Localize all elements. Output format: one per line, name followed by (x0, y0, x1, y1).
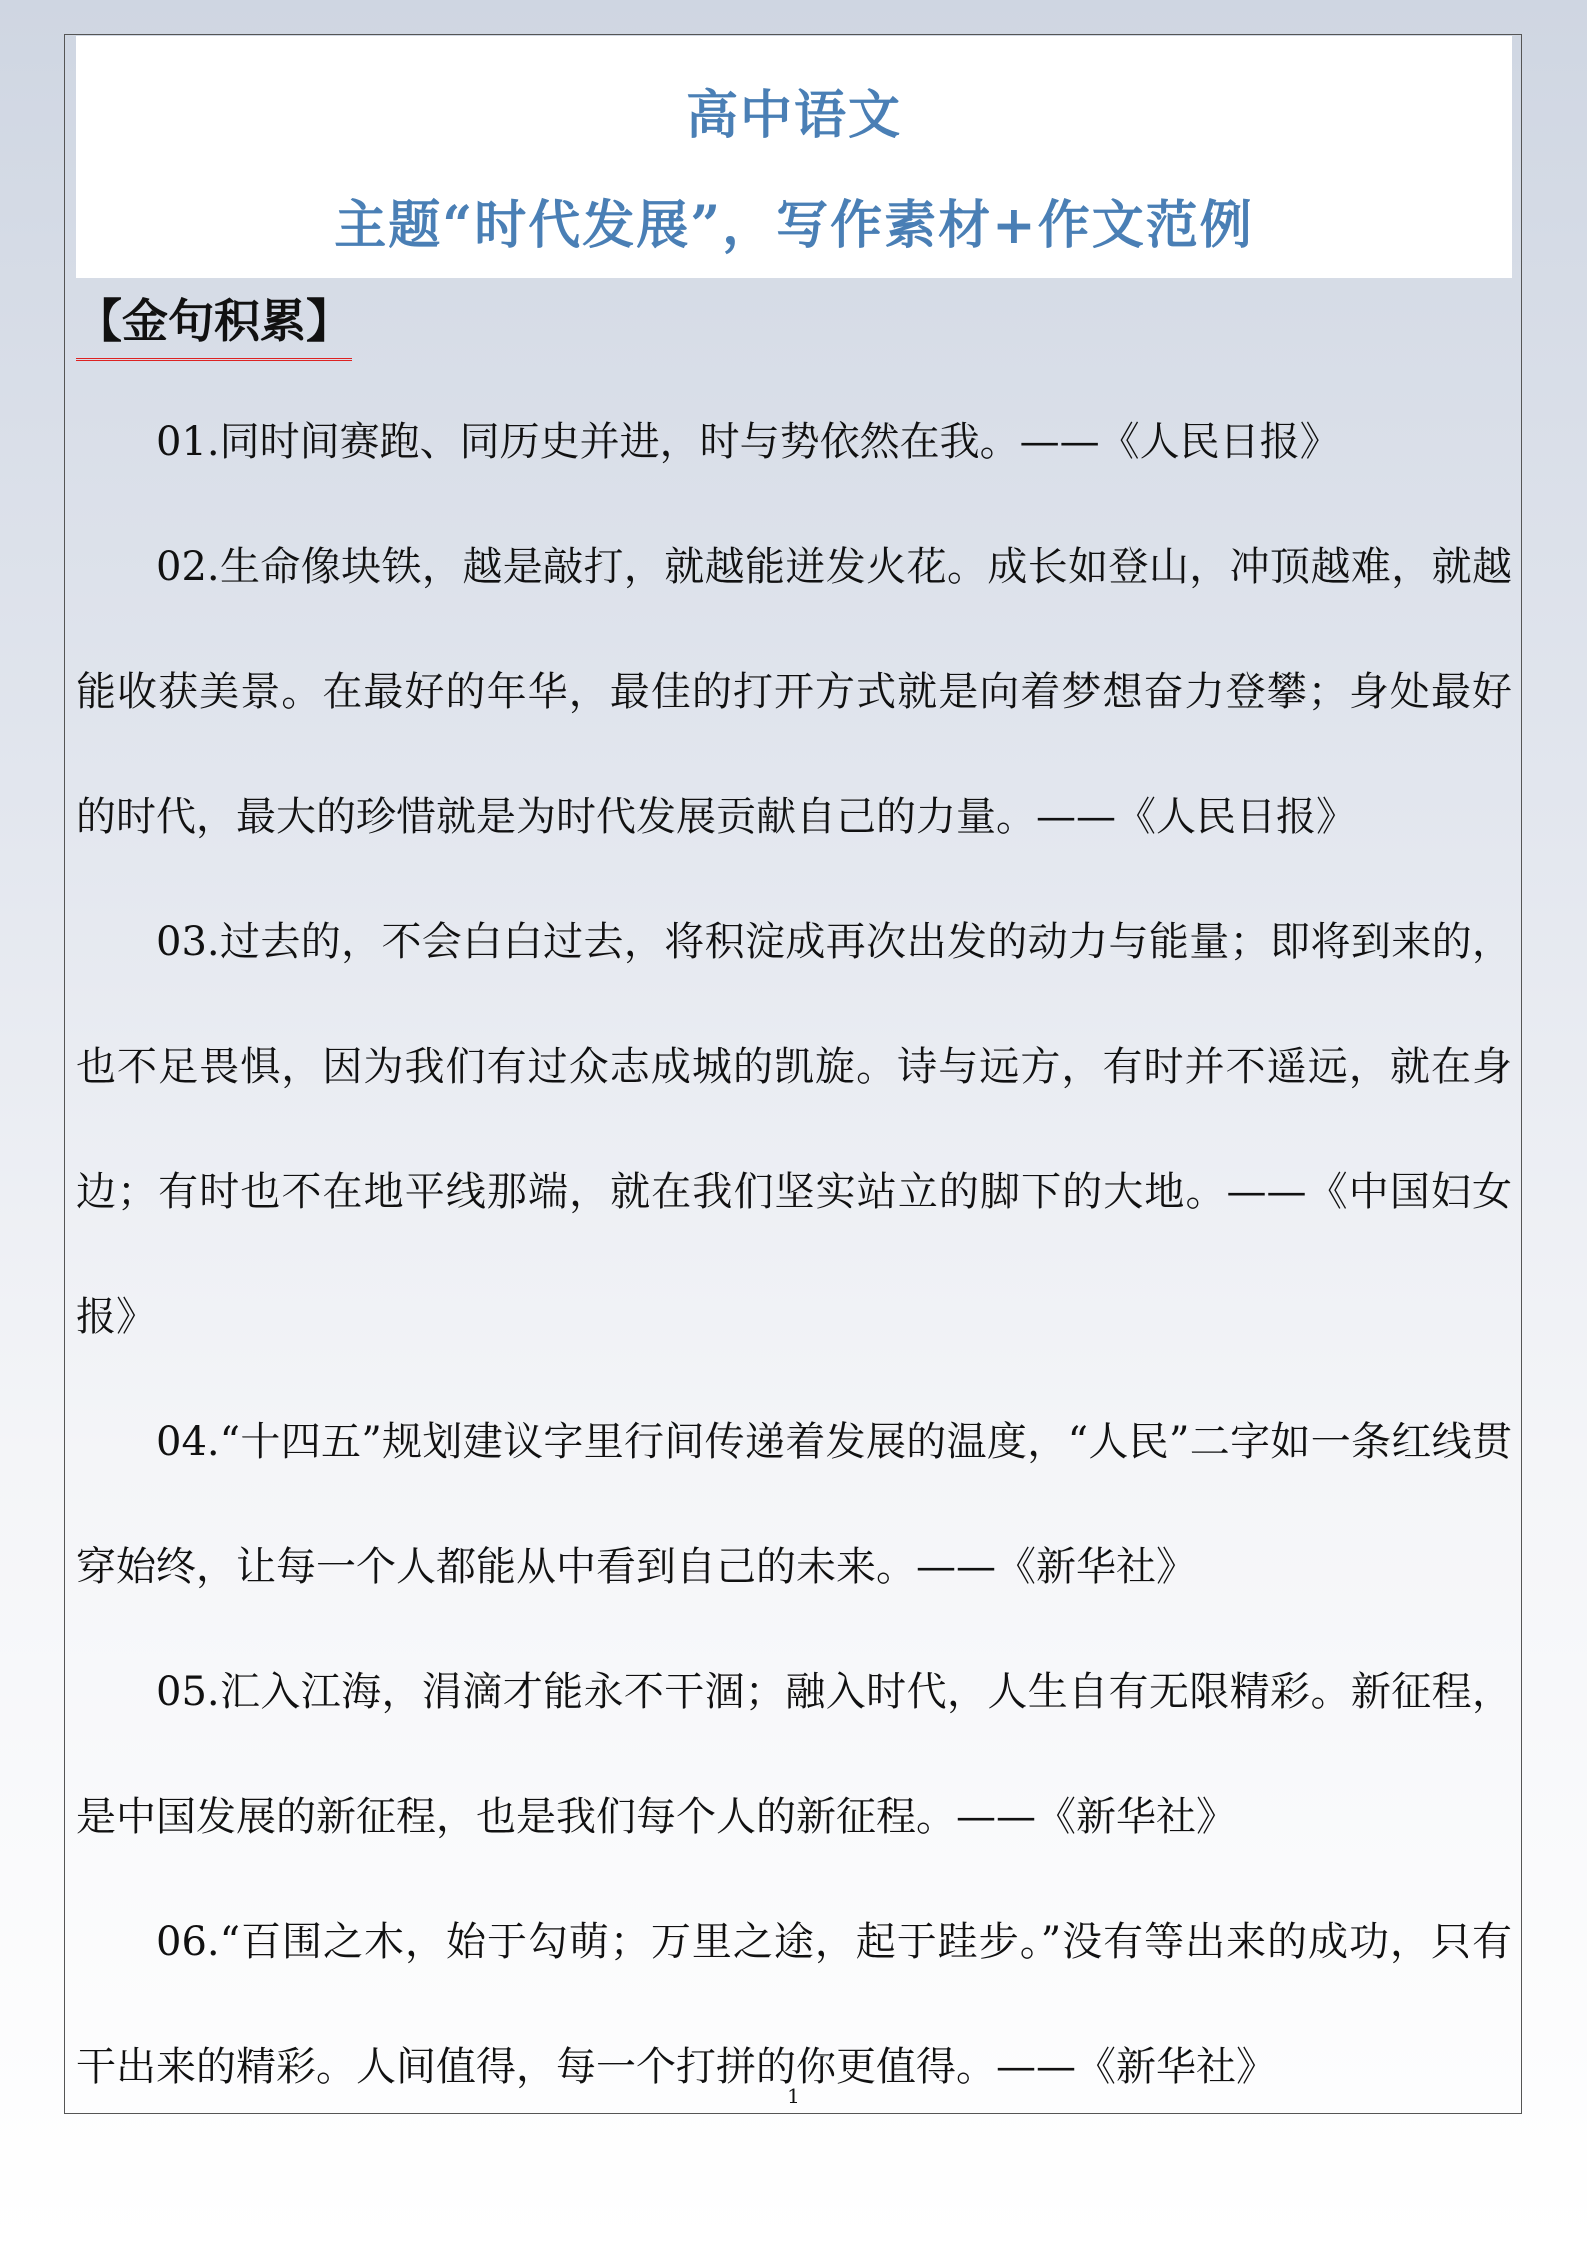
document-subtitle: 主题“时代发展”，写作素材+作文范例 (334, 195, 1254, 256)
document-title: 高中语文 (685, 85, 902, 146)
title-banner (76, 36, 1512, 278)
section-heading: 【金句积累】 (76, 286, 352, 361)
quote-list (76, 380, 1512, 2130)
quote-item: 02.生命像块铁，越是敲打，就越能迸发火花。成长如登山，冲顶越难，就越能收获美景。在最好的年华，最佳的打开方式就是向着梦想奋力登攀；身处最好的时代，最大的珍惜就是为时代发展贡献自己的力量。——《人民日报》 (76, 544, 1512, 840)
quote-item: 01.同时间赛跑、同历史并进，时与势依然在我。——《人民日报》 (156, 419, 1340, 465)
quote-item: 05.汇入江海，涓滴才能永不干涸；融入时代，人生自有无限精彩。新征程，是中国发展的新征程，也是我们每个人的新征程。——《新华社》 (76, 1669, 1512, 1840)
quote-item: 03.过去的，不会白白过去，将积淀成再次出发的动力与能量；即将到来的，也不足畏惧，因为我们有过众志成城的凯旋。诗与远方，有时并不遥远，就在身边；有时也不在地平线那端，就在我们坚实站立的脚下的大地。——《中国妇女报》 (76, 919, 1512, 1340)
quote-item: 06.“百围之木，始于勾萌；万里之途，起于跬步。”没有等出来的成功，只有干出来的精彩。人间值得，每一个打拼的你更值得。——《新华社》 (76, 1919, 1512, 2090)
page-number: 1 (787, 2084, 800, 2108)
quote-item: 04.“十四五”规划建议字里行间传递着发展的温度，“人民”二字如一条红线贯穿始终，让每一个人都能从中看到自己的未来。——《新华社》 (76, 1419, 1512, 1590)
